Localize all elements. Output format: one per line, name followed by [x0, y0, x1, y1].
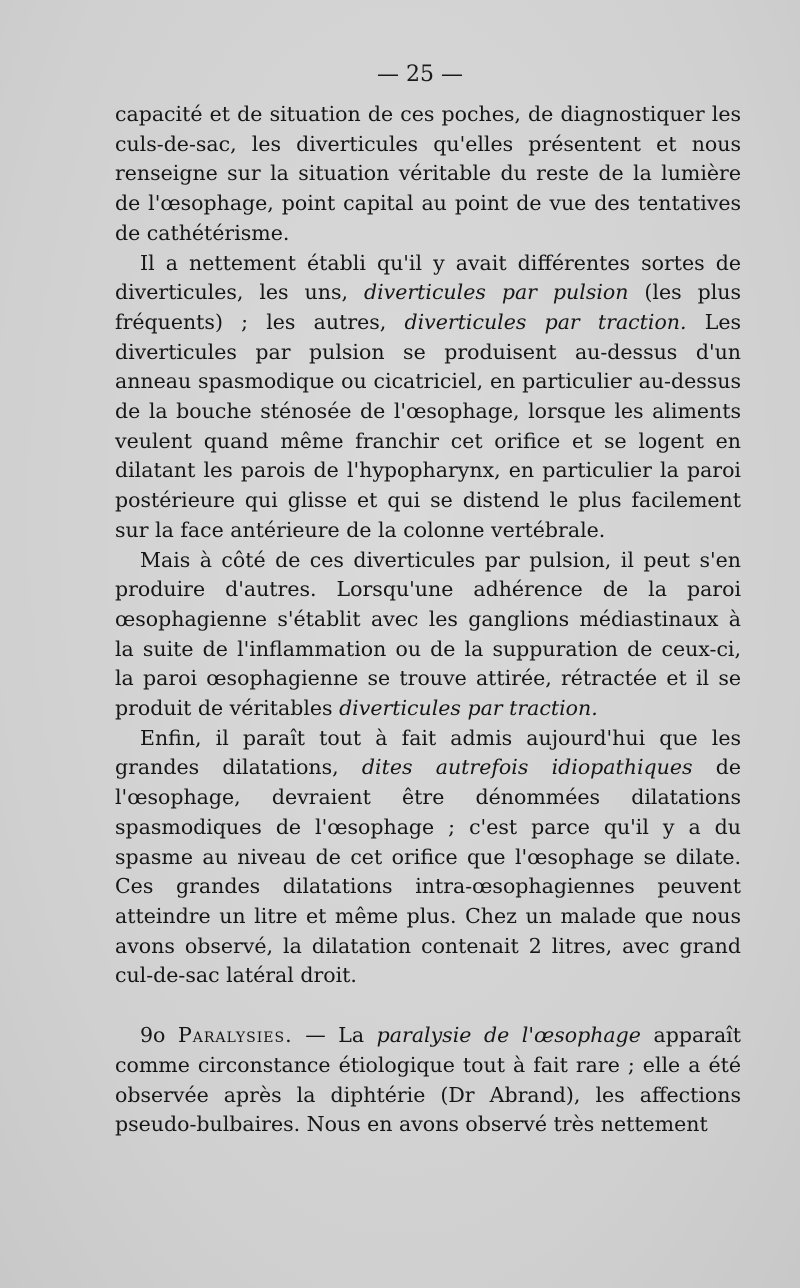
paragraph-4	[115, 724, 741, 991]
paragraph-5-text-c: apparaît comme circonstance étiologique tout à fait rare ; elle a été observée après la diphtérie (Dr Abrand), les affections pseudo-bulbaires. Nous en avons observé très nettement	[115, 1023, 741, 1137]
paragraph-4-text-c: de l'œsophage, devraient être dénommées dilatations spasmodiques de l'œsophage ; c'est parce qu'il y a du spasme au niveau de cet orifice que l'œsophage se dilate. Ces grandes dilatations intra-œsophagiennes peuvent atteindre un litre et même plus. Chez un malade que nous avons observé, la dilatation contenait 2 litres, avec grand cul-de-sac latéral droit.	[115, 755, 741, 988]
paragraph-3	[115, 546, 741, 724]
italic-term-traction: diverticules par traction.	[404, 309, 687, 334]
italic-term-traction-2: diverticules par traction.	[339, 696, 598, 721]
paragraph-4-text-a: Enfin, il paraît tout à fait admis aujourd'hui que les grandes dilatations,	[115, 725, 741, 780]
paragraph-2-text-e: Les diverticules par pulsion se produisent au-dessus d'un anneau spasmodique ou cicatriciel, en particulier au-dessus de la bouche sténosée de l'œsophage, lorsque les aliments veulent quand même franchir cet orifice et se logent en dilatant les parois de l'hypopharynx, en particulier la paroi postérieure qui glisse et qui se distend le plus facilement sur la face antérieure de la colonne vertébrale.	[115, 309, 741, 542]
paragraph-2	[115, 249, 741, 546]
body-text	[115, 100, 741, 1140]
paragraph-5	[115, 1021, 741, 1140]
italic-term-paralysie: paralysie de l'œsophage	[376, 1023, 641, 1048]
paragraph-2-text-c: (les plus fréquents) ; les autres,	[115, 280, 741, 334]
section-heading: Paralysies.	[177, 1023, 293, 1048]
paragraph-2-text-a: Il a nettement établi qu'il y avait différentes sortes de diverticules, les uns,	[115, 250, 741, 305]
page-number: — 25 —	[377, 62, 463, 87]
paragraph-1: capacité et de situation de ces poches, de diagnostiquer les culs-de-sac, les diverticules qu'elles présentent et nous renseigne sur la situation véritable du reste de la lumière de l'œsophage, point capital au point de vue des tentatives de cathétérisme.	[115, 102, 741, 245]
section-number: 9o	[140, 1023, 166, 1048]
paragraph-3-text-a: Mais à côté de ces diverticules par pulsion, il peut s'en produire d'autres. Lorsqu'une adhérence de la paroi œsophagienne s'établit avec les ganglions médiastinaux à la suite de l'inflammation ou de la suppuration de ceux-ci, la paroi œsophagienne se trouve attirée, rétractée et il se produit de véritables	[115, 547, 741, 721]
italic-term-pulsion: diverticules par pulsion	[363, 280, 629, 305]
paragraph-5-dash: — La	[292, 1023, 377, 1048]
italic-term-idiopathiques: dites autrefois idiopathiques	[361, 755, 693, 780]
